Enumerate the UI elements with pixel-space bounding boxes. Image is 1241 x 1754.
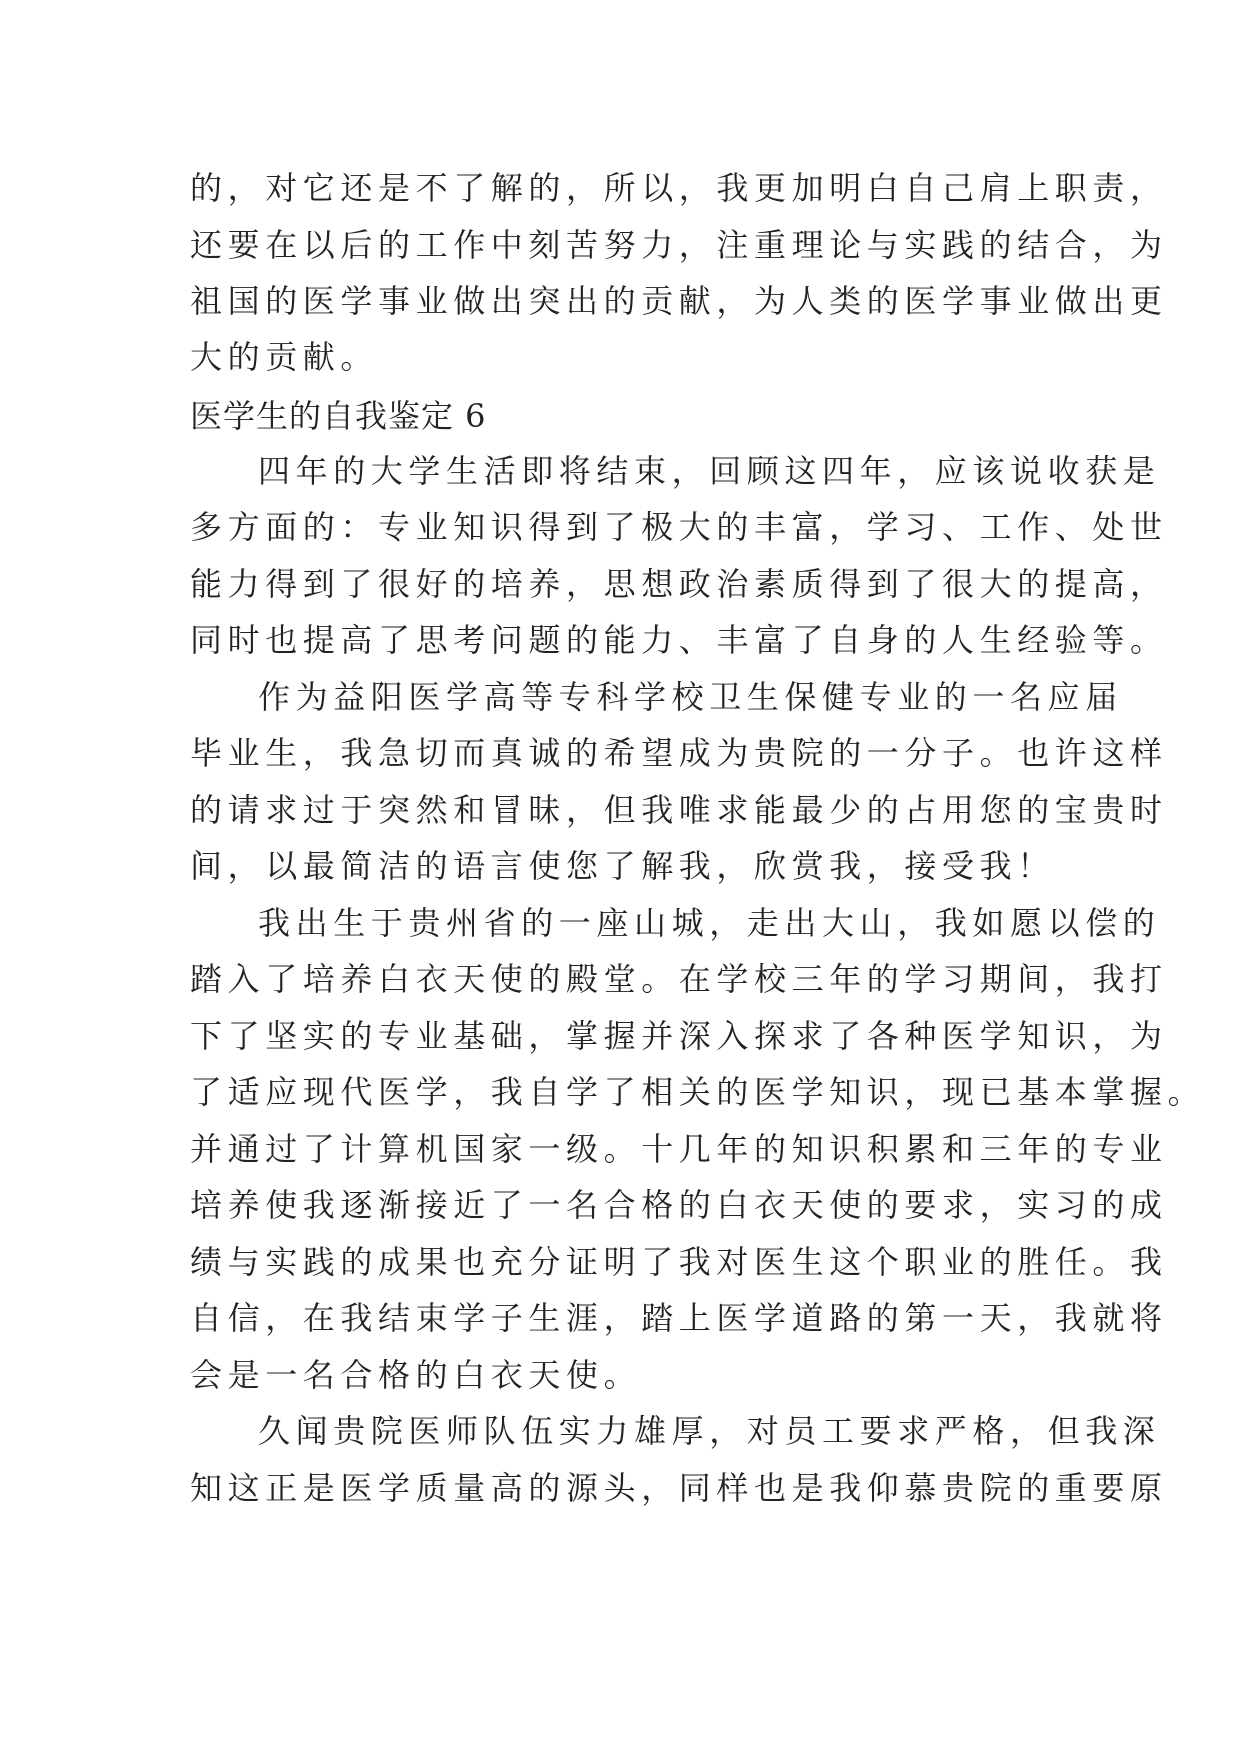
- text-line: 同时也提高了思考问题的能力、丰富了自身的人生经验等。: [190, 621, 1168, 659]
- text-line: 了适应现代医学，我自学了相关的医学知识，现已基本掌握。: [190, 1073, 1206, 1111]
- text-line: 并通过了计算机国家一级。十几年的知识积累和三年的专业: [190, 1130, 1168, 1168]
- text-line: 能力得到了很好的培养，思想政治素质得到了很大的提高，: [190, 565, 1168, 603]
- text-line: 四年的大学生活即将结束，回顾这四年，应该说收获是: [258, 452, 1161, 490]
- text-line: 的，对它还是不了解的，所以，我更加明白自己肩上职责，: [190, 169, 1168, 207]
- text-line: 还要在以后的工作中刻苦努力，注重理论与实践的结合，为: [190, 226, 1168, 264]
- text-line: 久闻贵院医师队伍实力雄厚，对员工要求严格，但我深: [258, 1412, 1161, 1450]
- text-line: 知这正是医学质量高的源头，同样也是我仰慕贵院的重要原: [190, 1469, 1168, 1507]
- text-line: 培养使我逐渐接近了一名合格的白衣天使的要求，实习的成: [190, 1186, 1168, 1224]
- text-line: 绩与实践的成果也充分证明了我对医生这个职业的胜任。我: [190, 1243, 1168, 1281]
- text-line: 的请求过于突然和冒昧，但我唯求能最少的占用您的宝贵时: [190, 791, 1168, 829]
- text-line: 自信，在我结束学子生涯，踏上医学道路的第一天，我就将: [190, 1299, 1168, 1337]
- section-heading: 医学生的自我鉴定 6: [190, 397, 487, 435]
- text-line: 会是一名合格的白衣天使。: [190, 1356, 642, 1394]
- text-line: 作为益阳医学高等专科学校卫生保健专业的一名应届: [258, 678, 1123, 716]
- text-line: 间，以最简洁的语言使您了解我，欣赏我，接受我！: [190, 847, 1055, 885]
- text-line: 大的贡献。: [190, 338, 379, 376]
- text-line: 下了坚实的专业基础，掌握并深入探求了各种医学知识，为: [190, 1017, 1168, 1055]
- text-line: 祖国的医学事业做出突出的贡献，为人类的医学事业做出更: [190, 282, 1168, 320]
- text-line: 多方面的：专业知识得到了极大的丰富，学习、工作、处世: [190, 508, 1168, 546]
- text-line: 我出生于贵州省的一座山城，走出大山，我如愿以偿的: [258, 904, 1161, 942]
- text-line: 毕业生，我急切而真诚的希望成为贵院的一分子。也许这样: [190, 734, 1168, 772]
- text-line: 踏入了培养白衣天使的殿堂。在学校三年的学习期间，我打: [190, 960, 1168, 998]
